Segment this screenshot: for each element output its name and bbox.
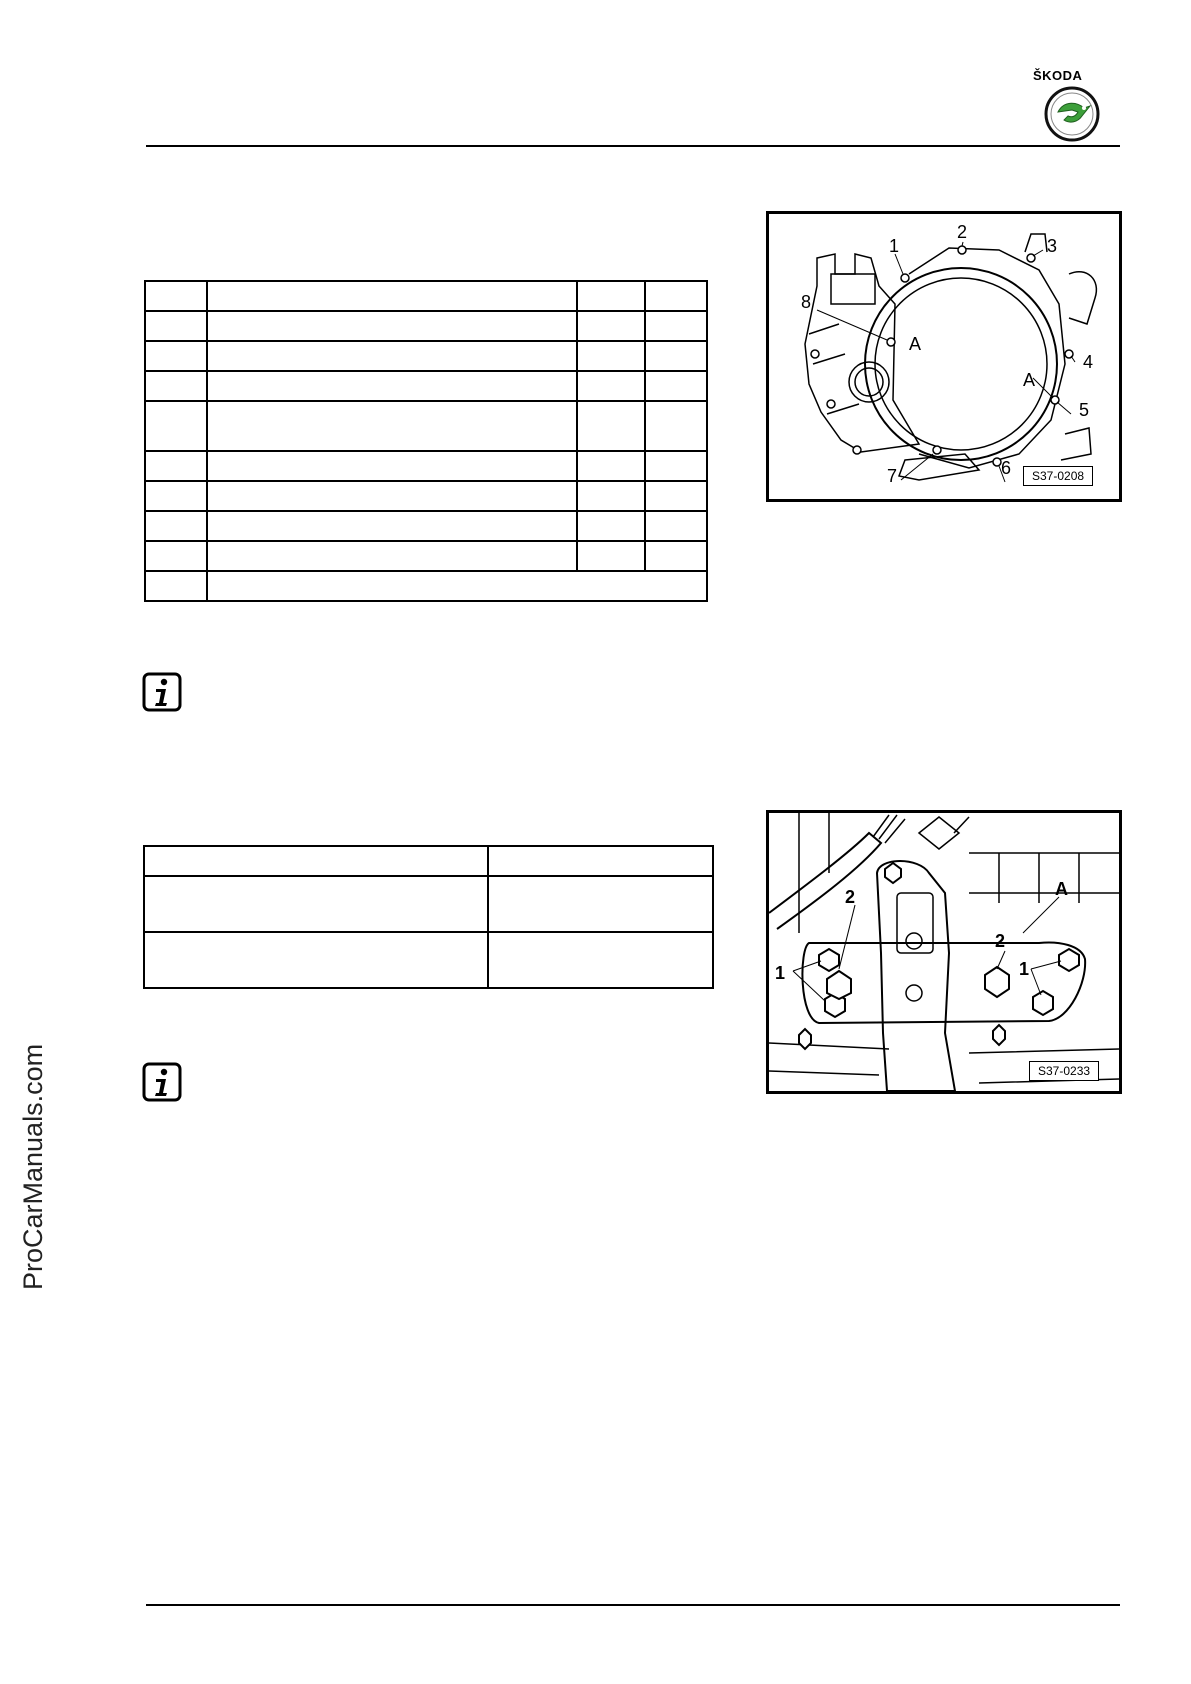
callout-5: 5 [1079, 400, 1090, 420]
info-icon [142, 672, 182, 712]
table-row [145, 481, 707, 511]
table-row [145, 571, 707, 601]
callout-3: 3 [1047, 236, 1058, 256]
callout-1: 1 [889, 236, 900, 256]
callout-2: 2 [957, 222, 968, 242]
figure-code: S37-0208 [1023, 466, 1093, 486]
gearbox-illustration [769, 214, 1119, 499]
header-rule [146, 145, 1120, 147]
gearbox-figure [766, 211, 1122, 502]
callout-4: 4 [1083, 352, 1094, 372]
watermark: ProCarManuals.com [18, 1043, 48, 1290]
torque-table [144, 280, 708, 602]
callout-8: 8 [801, 292, 812, 312]
footer-rule [146, 1604, 1120, 1606]
table-row [145, 341, 707, 371]
table-row [145, 541, 707, 571]
table-row [144, 846, 713, 876]
mount-figure [766, 810, 1122, 1094]
callout-a: A [909, 334, 922, 354]
callout-2: 2 [995, 931, 1006, 951]
table-row [145, 511, 707, 541]
callout-1: 1 [775, 963, 786, 983]
table-row [144, 932, 713, 988]
bolt-table [143, 845, 714, 989]
info-icon [142, 1062, 182, 1102]
figure-code: S37-0233 [1029, 1061, 1099, 1081]
table-row [145, 281, 707, 311]
table-row [145, 401, 707, 451]
mount-illustration [769, 813, 1119, 1091]
callout-6: 6 [1001, 458, 1012, 478]
callout-a: A [1023, 370, 1036, 390]
skoda-logo-icon [1044, 86, 1100, 142]
table-row [145, 451, 707, 481]
callout-1: 1 [1019, 959, 1030, 979]
callout-a: A [1055, 879, 1068, 899]
callout-2: 2 [845, 887, 856, 907]
table-row [145, 371, 707, 401]
table-row [145, 311, 707, 341]
brand-name: ŠKODA [1033, 68, 1083, 83]
table-row [144, 876, 713, 932]
callout-7: 7 [887, 466, 898, 486]
